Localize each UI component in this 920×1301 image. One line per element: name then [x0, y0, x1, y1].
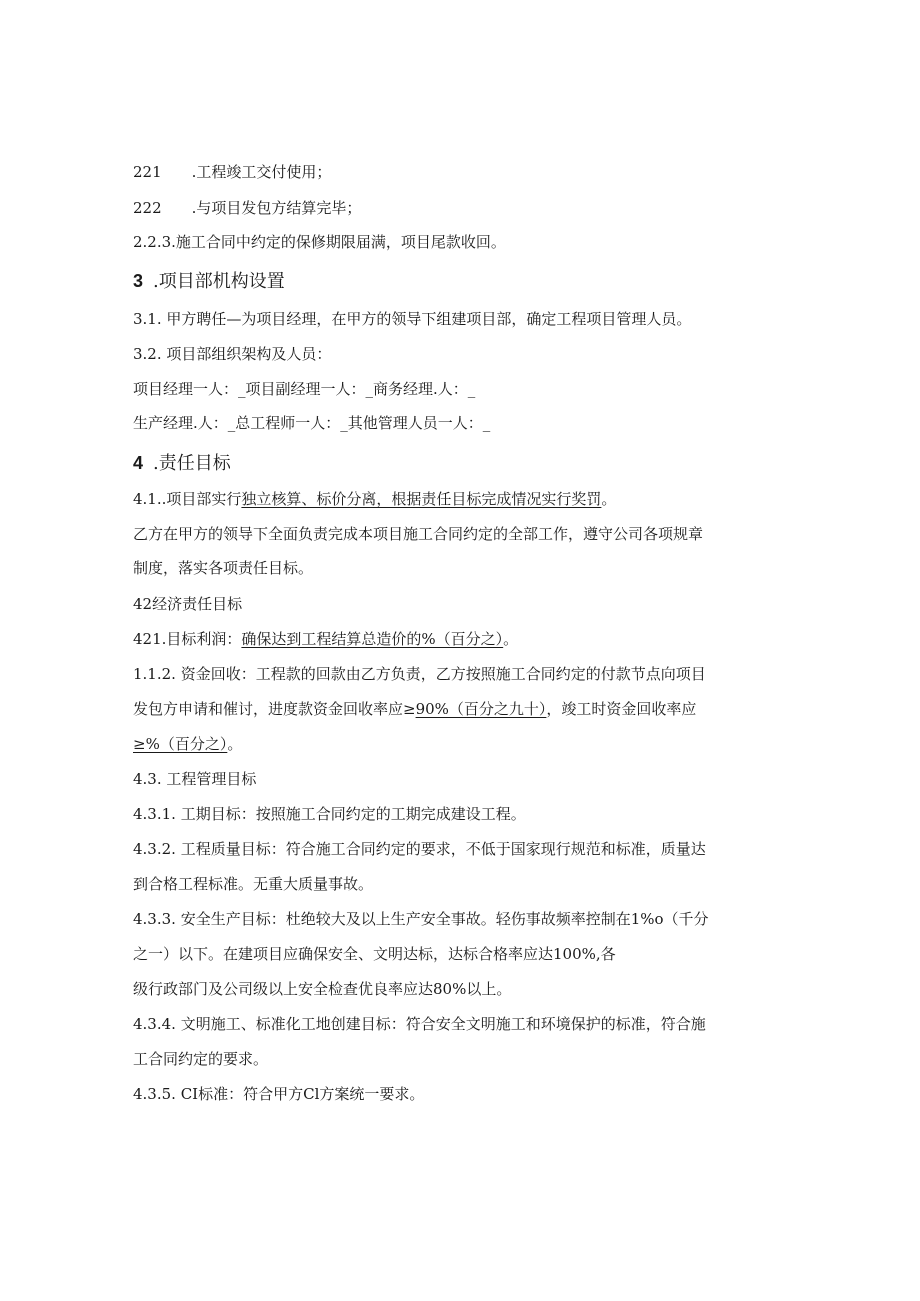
clause-text: 4.1..项目部实行 [133, 490, 242, 508]
clause-3-2: 3.2. 项目部组织架构及人员： [133, 345, 332, 363]
clause-4-3-3: 4.3.3. 安全生产目标：杜绝较大及以上生产安全事故。轻伤事故频率控制在1%o（千分 [133, 910, 709, 928]
clause-4-3-5: 4.3.5. CI标准：符合甲方Cl方案统一要求。 [133, 1085, 425, 1103]
clause-2-2-2 [133, 197, 361, 219]
staff-line-2: 生产经理.人：_总工程师一人：_其他管理人员一人：_ [133, 414, 491, 432]
paragraph-line: 到合格工程标准。无重大质量事故。 [133, 875, 374, 893]
clause-4-3: 4.3. 工程管理目标 [133, 770, 257, 788]
clause-text: .与项目发包方结算完毕； [191, 199, 362, 217]
paragraph-line: 工合同约定的要求。 [133, 1050, 269, 1068]
section-number: 4 [133, 453, 144, 473]
paragraph-line: 级行政部门及公司级以上安全检查优良率应达80%以上。 [133, 980, 512, 998]
section-title: .项目部机构设置 [153, 271, 285, 292]
clause-text-end: 。 [227, 735, 243, 753]
clause-text: .工程竣工交付使用； [191, 163, 332, 181]
clause-text: 421.目标利润： [133, 630, 242, 648]
paragraph-line: 制度，落实各项责任目标。 [133, 559, 314, 577]
clause-number: 221 [133, 163, 162, 181]
clause-4-3-1: 4.3.1. 工期目标：按照施工合同约定的工期完成建设工程。 [133, 805, 526, 823]
clause-text: 发包方申请和催讨，进度款资金回收率应≥ [133, 700, 416, 718]
clause-text-end: ，竣工时资金回收率应 [546, 700, 697, 718]
clause-2-2-1 [133, 161, 331, 183]
section-number: 3 [133, 271, 144, 291]
paragraph-line [133, 698, 696, 720]
section-heading-4 [133, 451, 231, 476]
clause-4-2: 42经济责任目标 [133, 595, 243, 613]
clause-4-2-1 [133, 628, 518, 650]
section-heading-3 [133, 269, 285, 294]
underlined-text: ≥%（百分之） [133, 735, 228, 753]
clause-4-1 [133, 488, 616, 510]
clause-3-1: 3.1. 甲方聘任—为项目经理，在甲方的领导下组建项目部，确定工程项目管理人员。 [133, 310, 692, 328]
clause-text-end: 。 [601, 490, 617, 508]
underlined-text: 独立核算、标价分离，根据责任目标完成情况实行奖罚 [241, 490, 602, 508]
section-title: .责任目标 [153, 453, 231, 474]
staff-line-1: 项目经理一人：_项目副经理一人：_商务经理.人：_ [133, 380, 476, 398]
clause-4-3-2: 4.3.2. 工程质量目标：符合施工合同约定的要求，不低于国家现行规范和标准，质量达 [133, 840, 706, 858]
paragraph-line: 乙方在甲方的领导下全面负责完成本项目施工合同约定的全部工作，遵守公司各项规章 [133, 525, 704, 543]
clause-text-end: 。 [503, 630, 519, 648]
clause-2-2-3: 2.2.3.施工合同中约定的保修期限届满，项目尾款收回。 [133, 233, 506, 251]
paragraph-line [133, 733, 242, 755]
underlined-text: 90%（百分之九十） [415, 700, 547, 718]
paragraph-line: 之一）以下。在建项目应确保安全、文明达标，达标合格率应达100%,各 [133, 945, 616, 963]
clause-4-3-4: 4.3.4. 文明施工、标准化工地创建目标：符合安全文明施工和环境保护的标准，符合施 [133, 1015, 706, 1033]
clause-1-1-2: 1.1.2. 资金回收：工程款的回款由乙方负责，乙方按照施工合同约定的付款节点向项目 [133, 665, 706, 683]
clause-number: 222 [133, 199, 162, 217]
underlined-text: 确保达到工程结算总造价的%（百分之） [241, 630, 504, 648]
